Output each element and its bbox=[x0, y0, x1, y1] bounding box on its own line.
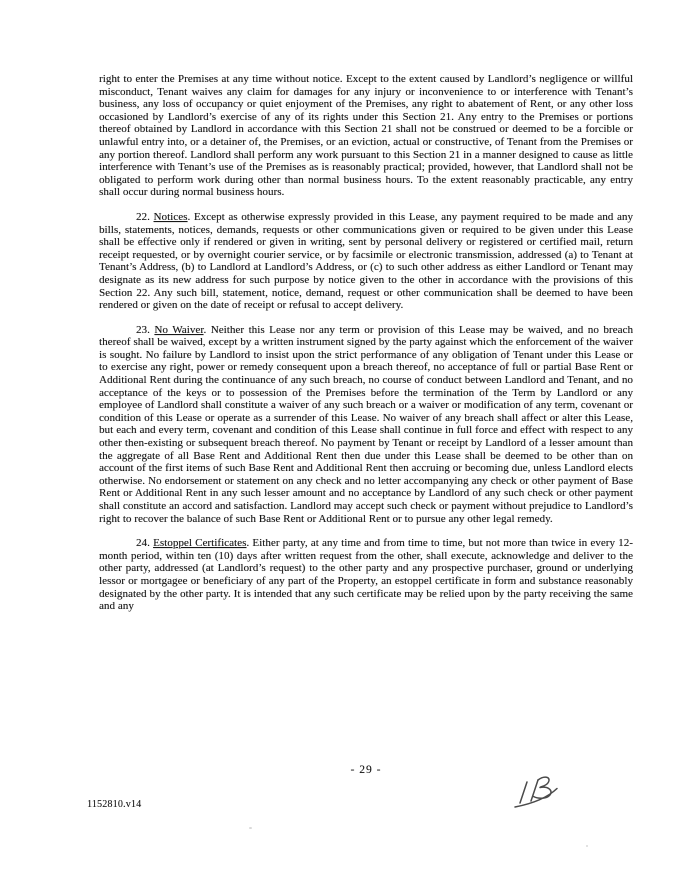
paragraph-text: . Either party, at any time and from time to time, but not more than twice in every 12-month period, within ten (10) days after written request from the other, shall execute, acknowledge and deliver to the other party, addressed (at Landlord’s request) to the other party and any prospective purchaser, ground or underlying lessor or mortgagee or beneficiary of any part of the Property, an estoppel certificate in form and substance reasonably designated by the other party. It is intended that any such certificate may be relied upon by the party receiving the same and any bbox=[99, 537, 633, 613]
section-23-heading: No Waiver bbox=[154, 323, 204, 336]
page-number: - 29 - bbox=[350, 764, 382, 776]
paragraph-section-21-continuation bbox=[99, 73, 633, 199]
section-24-heading: Estoppel Certificates bbox=[153, 537, 247, 550]
handwritten-initials bbox=[510, 775, 572, 813]
document-id: 1152810.v14 bbox=[87, 799, 142, 810]
paragraph-section-23-no-waiver bbox=[99, 324, 633, 526]
section-22-number: 22. bbox=[136, 210, 154, 223]
scan-speck bbox=[249, 827, 252, 829]
section-24-number: 24. bbox=[136, 537, 154, 550]
paragraph-text: right to enter the Premises at any time without notice. Except to the extent caused by Landlord’s negligence or willful misconduct, Tenant waives any claim for damages for any injury or inconvenience to or interference with Tenant’s business, any loss of occupancy or quiet enjoyment of the Premises, any right to abatement of Rent, or any other loss occasioned by Landlord’s exercise of any of its rights under this Section 21. Any entry to the Premises or portions thereof obtained by Landlord in accordance with this Section 21 shall not be construed or deemed to be a forcible or unlawful entry into, or a detainer of, the Premises, or an eviction, actual or constructive, of Tenant from the Premises or any portion thereof. Landlord shall perform any work pursuant to this Section 21 in a manner designed to cause as little interference with Tenant’s use of the Premises as is reasonably practical; provided, however, that Landlord shall not be obligated to perform work during other than normal business hours. To the extent reasonably practicable, any entry shall occur during normal business hours. bbox=[99, 73, 633, 199]
paragraph-section-22-notices bbox=[99, 211, 633, 312]
paragraph-text: . Except as otherwise expressly provided in this Lease, any payment required to be made and any bills, statements, notices, demands, requests or other communications given or required to be given under this Lease shall be effective only if rendered or given in writing, sent by personal delivery or registered or certified mail, return receipt requested, or by overnight courier service, or by facsimile or electronic transmission, addressed (a) to Tenant at Tenant’s Address, (b) to Landlord at Landlord’s Address, or (c) to such other address as either Landlord or Tenant may designate as its new address for such purpose by notice given to the other in accordance with the provisions of this Section 22. Any such bill, statement, notice, demand, request or other communication shall be deemed to have been rendered or given on the date of receipt or refusal to accept delivery. bbox=[99, 210, 634, 312]
section-23-number: 23. bbox=[136, 323, 155, 336]
section-22-heading: Notices bbox=[153, 210, 188, 223]
paragraph-text: . Neither this Lease nor any term or provision of this Lease may be waived, and no breach thereof shall be waived, except by a written instrument signed by the party against which the enforcement of the waiver is sought. No failure by Landlord to insist upon the strict performance of any obligation of Tenant under this Lease or to exercise any right, power or remedy consequent upon a breach thereof, no acceptance of full or partial Base Rent or Additional Rent during the continuance of any such breach, no course of conduct between Landlord and Tenant, and no acceptance of the keys or to possession of the Premises before the termination of the Term by Landlord or any employee of Landlord shall constitute a waiver of any such breach or a waiver or modification of any term, covenant or condition of this Lease or operate as a surrender of this Lease. No waiver of any breach shall affect or alter this Lease, but each and every term, covenant and condition of this Lease shall continue in full force and effect with respect to any other then-existing or subsequent breach thereof. No payment by Tenant or receipt by Landlord of a lesser amount than the aggregate of all Base Rent and Additional Rent then due under this Lease shall be deemed to be other than on account of the first items of such Base Rent and Additional Rent then accruing or becoming due, unless Landlord elects otherwise. No endorsement or statement on any check and no letter accompanying any check or other payment of Base Rent or Additional Rent in any such lesser amount and no acceptance by Landlord of any such check or other payment shall constitute an accord and satisfaction. Landlord may accept such check or payment without prejudice to Landlord’s right to recover the balance of such Base Rent or Additional Rent or to pursue any other legal remedy. bbox=[99, 323, 633, 525]
paragraph-section-24-estoppel-certificates bbox=[99, 537, 633, 613]
document-text bbox=[99, 73, 633, 625]
scan-speck bbox=[586, 845, 588, 847]
